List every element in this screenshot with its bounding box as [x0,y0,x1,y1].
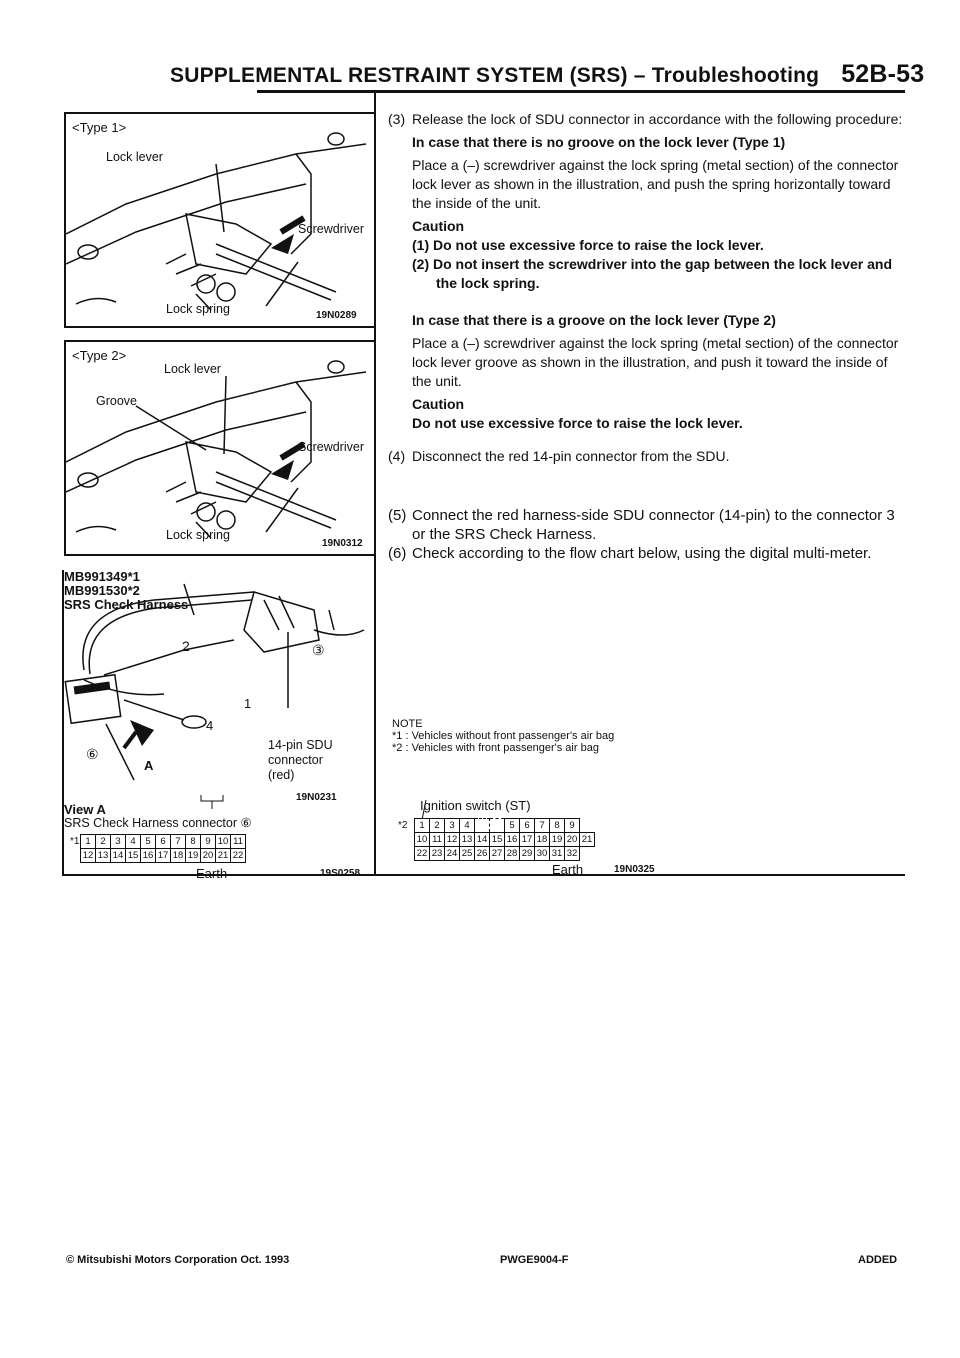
harness-callout-1: 1 [244,696,252,711]
pin-cell: 26 [475,847,490,861]
caution-1-item-1: (1) Do not use excessive force to raise the lock lever. [412,237,764,253]
harness-callout-4: 4 [206,718,214,733]
type1-lock-spring-label: Lock spring [166,302,230,316]
page-header [170,60,924,89]
pin-cell: 12 [81,849,96,863]
step-3 [388,110,908,129]
pin-cell: 17 [156,849,171,863]
step-3-number: (3) [388,111,406,127]
pin-cell: 6 [156,835,171,849]
procedure-text [388,110,908,563]
caution-2-title: Caution [412,396,465,412]
harness-callout-3: ③ [312,642,325,658]
caution-1-title: Caution [412,218,465,234]
pin-cell: 22 [415,847,430,861]
step-6-text: Check according to the flow chart below, using the digital multi-meter. [412,545,872,562]
harness-callout-6: ⑥ [86,746,99,762]
step-4-text: Disconnect the red 14-pin connector from the SDU. [412,448,730,464]
sdu-connector-line3: (red) [268,768,295,782]
type1-label: <Type 1> [72,120,127,135]
pin-cell: 21 [216,849,231,863]
step-5-text: Connect the red harness-side SDU connector (14-pin) to the connector 3 or the SRS Check Harness. [412,507,895,543]
ignition-switch-label: Ignition switch (ST) [420,798,531,813]
pin-cell: 3 [445,819,460,833]
pin-cell-circled: 19 [550,833,565,847]
harness-connector-star: *1 [70,836,80,847]
type1-figure-code: 19N0289 [316,310,357,321]
pin-cell: 28 [505,847,520,861]
pin-cell: 30 [535,847,550,861]
type2-groove-label: Groove [96,394,137,408]
pin-cell: 8 [550,819,565,833]
harness-connector-pins [80,834,246,863]
pin-cell: 9 [565,819,580,833]
pin-cell: 24 [445,847,460,861]
type1-instructions: Place a (–) screwdriver against the lock spring (metal section) of the connector lock lever as shown in the illustration, and push the spring horizontally toward the inside of the unit. [412,157,899,211]
step-3-text: Release the lock of SDU connector in accordance with the following procedure: [412,111,903,127]
footer-status: ADDED [858,1254,898,1266]
pin-cell-circled: 10 [216,835,231,849]
sdu-connector-line2: connector [268,753,323,767]
pin-cell: 27 [490,847,505,861]
pin-cell: 3 [111,835,126,849]
pin-cell: 18 [535,833,550,847]
harness-figure-code: 19N0231 [296,792,337,803]
pin-cell: 4 [126,835,141,849]
note-line-2: *2 : Vehicles with front passenger's air bag [392,742,599,754]
harness-view-a-marker: A [144,758,154,773]
type2-figure-code: 19N0312 [322,538,363,549]
footer-code: PWGE9004-F [500,1254,569,1266]
pin-cell-blank [580,847,595,861]
ignition-connector-star: *2 [398,820,408,831]
note-line-1: *1 : Vehicles without front passenger's air bag [392,730,615,742]
pin-cell: 11 [231,835,246,849]
page-title: SUPPLEMENTAL RESTRAINT SYSTEM (SRS) – Troubleshooting [170,64,820,87]
pin-cell: 2 [96,835,111,849]
step-4 [388,447,908,466]
view-a-title: View A [64,802,106,817]
type2-lock-lever-label: Lock lever [164,362,221,376]
type2-instructions: Place a (–) screwdriver against the lock spring (metal section) of the connector lock lever groove as shown in the illustration, and push it toward the inside of the unit. [412,335,899,389]
figure-harness [64,569,374,881]
pin-cell-blank [580,819,595,833]
pin-cell: 16 [505,833,520,847]
type2-label: <Type 2> [72,348,127,363]
ignition-figure-code: 19N0325 [614,864,655,875]
step-4-number: (4) [388,448,406,464]
note-title: NOTE [392,718,423,730]
footer-copyright: © Mitsubishi Motors Corporation Oct. 1993 [66,1254,290,1266]
pin-cell-circled: 19 [186,849,201,863]
pin-cell: 16 [141,849,156,863]
harness-connector-code: 19S0258 [320,868,361,879]
figure-type1 [64,112,376,328]
type2-heading: In case that there is a groove on the lock lever (Type 2) [412,312,776,328]
pin-cell: 2 [430,819,445,833]
type1-illustration [66,114,374,326]
pin-cell: 17 [520,833,535,847]
pin-cell: 6 [520,819,535,833]
step-5 [388,506,908,544]
type2-lock-spring-label: Lock spring [166,528,230,542]
pin-cell: 22 [231,849,246,863]
pin-cell: 5 [141,835,156,849]
pin-cell: 8 [186,835,201,849]
pin-cell-empty [490,819,505,833]
pin-cell: 9 [201,835,216,849]
pin-cell-circled: 20 [565,833,580,847]
harness-callout-2: 2 [182,638,190,654]
pin-cell-circled: 20 [201,849,216,863]
ignition-connector-pins [414,818,595,861]
step-6 [388,544,908,563]
note-block [392,718,614,754]
step-6-number: (6) [388,545,407,562]
pin-cell: 7 [171,835,186,849]
pin-cell: 32 [565,847,580,861]
type1-lock-lever-label: Lock lever [106,150,163,164]
pin-cell: 18 [171,849,186,863]
pin-cell-circled: 31 [550,847,565,861]
step-5-number: (5) [388,507,407,524]
type2-screwdriver-label: Screwdriver [298,440,364,454]
pin-cell: 14 [475,833,490,847]
pin-cell: 4 [460,819,475,833]
sdu-connector-line1: 14-pin SDU [268,738,333,752]
pin-cell: 7 [535,819,550,833]
caution-2-item-1: Do not use excessive force to raise the lock lever. [412,415,743,431]
view-a-description: SRS Check Harness connector ⑥ [64,816,252,830]
pin-cell: 23 [430,847,445,861]
figure-ignition [392,798,912,877]
harness-part-1: MB991349*1 [64,569,140,584]
pin-cell: 29 [520,847,535,861]
pin-cell: 15 [490,833,505,847]
harness-part-2: MB991530*2 [64,583,140,598]
pin-cell: 1 [415,819,430,833]
pin-cell: 1 [81,835,96,849]
figure-type2 [64,340,376,556]
pin-cell: 13 [96,849,111,863]
pin-cell: 14 [111,849,126,863]
ignition-earth-label: Earth [552,862,584,877]
header-rule [257,90,905,93]
pin-cell: 25 [460,847,475,861]
pin-cell: 12 [445,833,460,847]
caution-1-item-2: (2) Do not insert the screwdriver into the gap between the lock lever and the lock spring. [412,256,892,291]
pin-cell: 13 [460,833,475,847]
harness-name: SRS Check Harness [64,597,189,612]
page-number: 52B-53 [841,60,925,88]
type1-screwdriver-label: Screwdriver [298,222,364,236]
pin-cell: 21 [580,833,595,847]
pin-cell-circled: 10 [415,833,430,847]
pin-cell: 5 [505,819,520,833]
type1-heading: In case that there is no groove on the lock lever (Type 1) [412,134,786,150]
pin-cell: 11 [430,833,445,847]
pin-cell: 15 [126,849,141,863]
pin-cell-empty [475,819,490,833]
harness-earth-label: Earth [196,866,228,881]
